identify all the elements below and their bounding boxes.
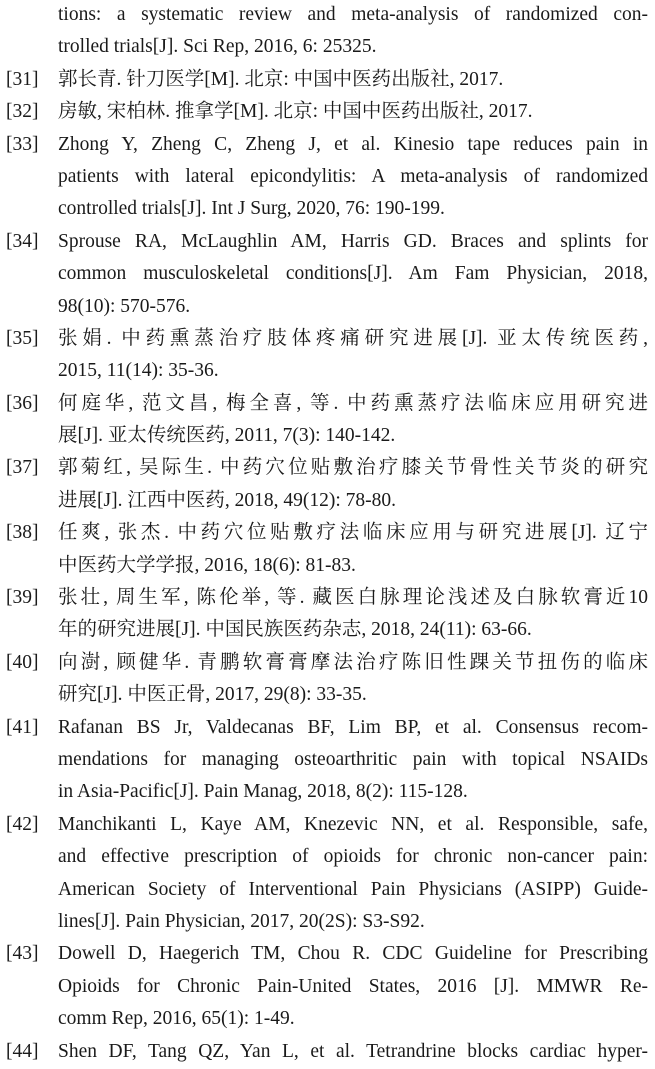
reference-number: [34] (6, 230, 39, 252)
reference-number: [33] (6, 133, 39, 155)
reference-text-line: 研究[J]. 中医正骨, 2017, 29(8): 33-35. (58, 684, 367, 706)
reference-text-line: Manchikanti L, Kaye AM, Knezevic NN, et al. Responsible, safe, (58, 813, 648, 835)
reference-text-line: 郭菊红, 吴际生. 中药穴位贴敷治疗膝关节骨性关节炎的研究 (58, 457, 648, 479)
reference-text-line: 房敏, 宋柏林. 推拿学[M]. 北京: 中国中医药出版社, 2017. (58, 101, 533, 123)
reference-entry (0, 323, 655, 388)
reference-entry (0, 452, 655, 517)
reference-entry (0, 64, 655, 96)
reference-text-line: Rafanan BS Jr, Valdecanas BF, Lim BP, et al. Consensus recom- (58, 716, 648, 738)
reference-entry (0, 582, 655, 647)
reference-number: [31] (6, 68, 39, 90)
reference-entry (0, 938, 655, 1035)
reference-text-line: and effective prescription of opioids for chronic non-cancer pain: (58, 846, 648, 868)
reference-text-line: 展[J]. 亚太传统医药, 2011, 7(3): 140-142. (58, 425, 396, 447)
reference-entry (0, 96, 655, 128)
reference-entry (0, 129, 655, 226)
reference-text-line: tions: a systematic review and meta-analysis of randomized con- (58, 4, 648, 25)
reference-text-line: 进展[J]. 江西中医药, 2018, 49(12): 78-80. (58, 489, 396, 511)
reference-entry (0, 809, 655, 939)
reference-text-line: 郭长青. 针刀医学[M]. 北京: 中国中医药出版社, 2017. (58, 68, 504, 90)
reference-text-line: mendations for managing osteoarthritic pain with topical NSAIDs (58, 748, 648, 770)
reference-text-line: Zhong Y, Zheng C, Zheng J, et al. Kinesio tape reduces pain in (58, 133, 648, 155)
reference-text-line: controlled trials[J]. Int J Surg, 2020, 76: 190-199. (58, 198, 445, 220)
reference-text-line: common musculoskeletal conditions[J]. Am Fam Physician, 2018, (58, 263, 648, 285)
reference-text-line: patients with lateral epicondylitis: A meta-analysis of randomized (58, 165, 648, 187)
reference-entry (0, 0, 655, 64)
reference-text-line: 张壮, 周生军, 陈伦举, 等. 藏医白脉理论浅述及白脉软膏近10 (58, 587, 648, 609)
reference-number: [44] (6, 1040, 39, 1062)
reference-entry (0, 388, 655, 453)
reference-text-line: 向澍, 顾健华. 青鹏软膏膏摩法治疗陈旧性踝关节扭伤的临床 (58, 651, 648, 673)
reference-text-line: 中医药大学学报, 2016, 18(6): 81-83. (58, 554, 356, 576)
reference-number: [32] (6, 101, 39, 123)
reference-text-line: 张娟. 中药熏蒸治疗肢体疼痛研究进展[J]. 亚太传统医药, (58, 327, 648, 349)
reference-number: [35] (6, 327, 39, 349)
reference-text-line: 任爽, 张杰. 中药穴位贴敷疗法临床应用与研究进展[J]. 辽宁 (58, 522, 648, 544)
reference-entry (0, 647, 655, 712)
reference-text-line: comm Rep, 2016, 65(1): 1-49. (58, 1008, 295, 1030)
reference-text-line: 何庭华, 范文昌, 梅全喜, 等. 中药熏蒸疗法临床应用研究进 (58, 392, 648, 414)
reference-entry (0, 1036, 655, 1068)
reference-number: [42] (6, 813, 39, 835)
reference-entry (0, 712, 655, 809)
reference-text-line: American Society of Interventional Pain Physicians (ASIPP) Guide- (58, 878, 648, 900)
reference-entry (0, 517, 655, 582)
reference-text-line: 年的研究进展[J]. 中国民族医药杂志, 2018, 24(11): 63-66. (58, 619, 532, 641)
reference-text-line: Shen DF, Tang QZ, Yan L, et al. Tetrandrine blocks cardiac hyper- (58, 1040, 648, 1062)
reference-number: [37] (6, 457, 39, 479)
reference-number: [39] (6, 587, 39, 609)
reference-text-line: Opioids for Chronic Pain-United States, 2016 [J]. MMWR Re- (58, 975, 648, 997)
reference-number: [40] (6, 651, 39, 673)
reference-text-line: in Asia-Pacific[J]. Pain Manag, 2018, 8(2): 115-128. (58, 781, 468, 803)
reference-text-line: Dowell D, Haegerich TM, Chou R. CDC Guideline for Prescribing (58, 943, 648, 965)
reference-text-line: Sprouse RA, McLaughlin AM, Harris GD. Braces and splints for (58, 230, 648, 252)
reference-text-line: trolled trials[J]. Sci Rep, 2016, 6: 25325. (58, 36, 377, 58)
reference-number: [41] (6, 716, 39, 738)
reference-number: [43] (6, 943, 39, 965)
reference-text-line: lines[J]. Pain Physician, 2017, 20(2S): S3-S92. (58, 910, 425, 932)
reference-text-line: 98(10): 570-576. (58, 295, 191, 317)
reference-number: [38] (6, 522, 39, 544)
reference-entry (0, 226, 655, 323)
reference-text-line: 2015, 11(14): 35-36. (58, 360, 219, 382)
reference-number: [36] (6, 392, 39, 414)
